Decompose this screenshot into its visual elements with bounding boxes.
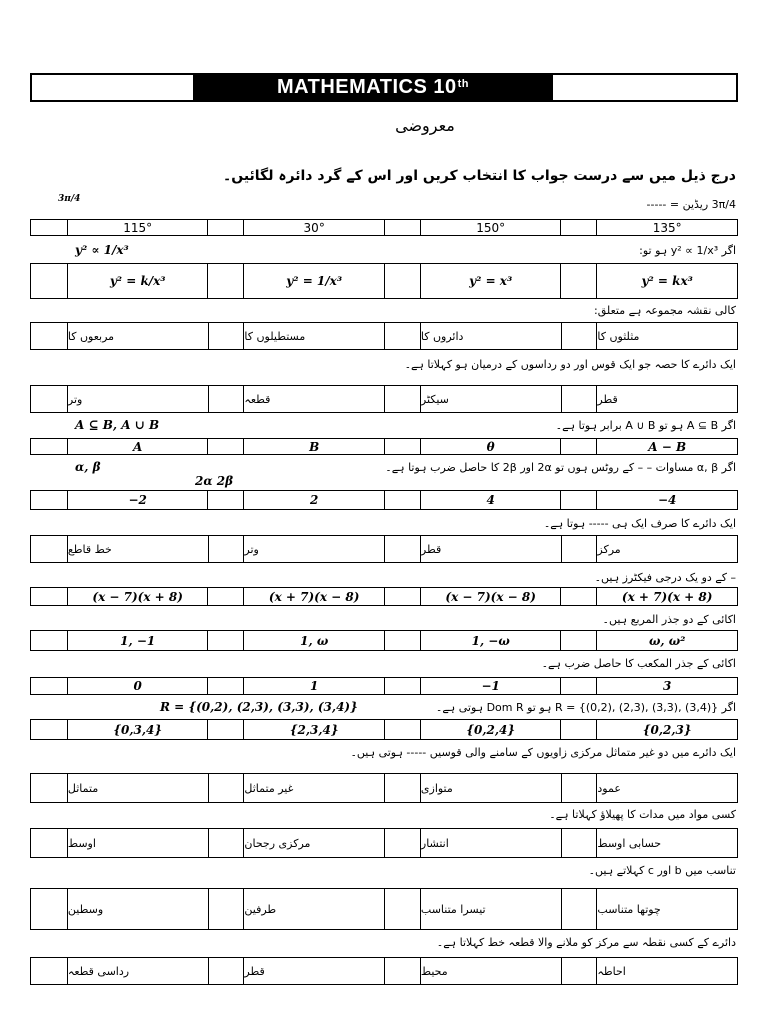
answer-box[interactable]	[384, 264, 420, 298]
answer-box[interactable]	[31, 220, 67, 235]
option-12a[interactable]: عمود	[596, 774, 737, 802]
option-14a[interactable]: چوتھا متناسب	[596, 889, 737, 929]
question-prompt-12: ایک دائرے میں دو غیر متماثل مرکزی زاویوں کے سامنے والی قوسیں ----- ہوتی ہیں۔	[350, 746, 736, 759]
question-prompt-9: اکائی کے دو جذر المربع ہیں۔	[602, 613, 736, 626]
option-15a[interactable]: احاطہ	[596, 958, 737, 984]
option-7c[interactable]: وتر	[243, 536, 384, 562]
answer-box[interactable]	[208, 829, 244, 857]
side-note-q6b: 2α 2β	[195, 474, 234, 488]
option-9a[interactable]: ω, ω²	[596, 631, 737, 650]
options-row-10	[30, 677, 738, 695]
answer-box[interactable]	[31, 678, 67, 694]
question-prompt-1: 3π/4 ریڈین = -----	[646, 198, 736, 211]
option-13a[interactable]: حسابی اوسط	[596, 829, 737, 857]
option-6b[interactable]: 4	[420, 491, 561, 509]
answer-box[interactable]	[31, 588, 67, 605]
option-7b[interactable]: قطر	[420, 536, 561, 562]
option-8d[interactable]: (x − 7)(x + 8)	[67, 588, 208, 605]
answer-box[interactable]	[208, 889, 244, 929]
answer-box[interactable]	[560, 439, 596, 454]
option-1a[interactable]: 135°	[596, 220, 737, 235]
option-12b[interactable]: متوازی	[420, 774, 561, 802]
answer-box[interactable]	[208, 323, 244, 349]
answer-box[interactable]	[31, 889, 67, 929]
answer-box[interactable]	[560, 720, 596, 739]
title-superscript: th	[457, 77, 469, 90]
answer-box[interactable]	[384, 536, 420, 562]
option-14d[interactable]: وسطین	[67, 889, 208, 929]
question-prompt-5: اگر A ⊆ B ہو تو A ∪ B برابر ہوتا ہے۔	[555, 419, 736, 432]
answer-box[interactable]	[384, 631, 420, 650]
answer-box[interactable]	[207, 439, 243, 454]
side-note-q6: α, β	[75, 460, 101, 474]
answer-box[interactable]	[208, 386, 244, 412]
answer-box[interactable]	[561, 774, 597, 802]
answer-box[interactable]	[31, 491, 67, 509]
option-8b[interactable]: (x − 7)(x − 8)	[420, 588, 561, 605]
option-2b[interactable]: y² = x³	[420, 264, 561, 298]
answer-box[interactable]	[207, 220, 243, 235]
side-note-q1: 3π/4	[58, 194, 81, 204]
answer-box[interactable]	[384, 958, 420, 984]
option-12d[interactable]: متماثل	[67, 774, 208, 802]
option-4b[interactable]: سیکٹر	[420, 386, 561, 412]
options-row-13	[30, 828, 738, 858]
option-1c[interactable]: 30°	[243, 220, 384, 235]
option-2a[interactable]: y² = kx³	[596, 264, 737, 298]
question-prompt-6: اگر α, β مساوات – – کے روٹس ہوں تو 2α اور 2β کا حاصل ضرب ہوتا ہے۔	[385, 461, 736, 474]
option-5b[interactable]: θ	[420, 439, 561, 454]
option-9d[interactable]: 1, −1	[67, 631, 208, 650]
option-15c[interactable]: قطر	[243, 958, 384, 984]
answer-box[interactable]	[31, 720, 67, 739]
answer-box[interactable]	[31, 536, 67, 562]
option-14b[interactable]: تیسرا متناسب	[420, 889, 561, 929]
answer-box[interactable]	[384, 386, 420, 412]
option-11a[interactable]: {0,2,3}	[596, 720, 737, 739]
option-7a[interactable]: مرکز	[596, 536, 737, 562]
option-4d[interactable]: وتر	[67, 386, 208, 412]
question-prompt-14: تناسب میں b اور c کہلاتے ہیں۔	[588, 864, 736, 877]
option-11d[interactable]: {0,3,4}	[67, 720, 208, 739]
option-6a[interactable]: −4	[596, 491, 737, 509]
answer-box[interactable]	[31, 386, 67, 412]
option-11c[interactable]: {2,3,4}	[243, 720, 384, 739]
options-row-5	[30, 438, 738, 455]
option-3c[interactable]: مستطیلوں کا	[243, 323, 384, 349]
answer-box[interactable]	[560, 631, 596, 650]
option-10c[interactable]: 1	[243, 678, 384, 694]
answer-box[interactable]	[31, 774, 67, 802]
answer-box[interactable]	[31, 829, 67, 857]
question-prompt-4: ایک دائرے کا حصہ جو ایک قوس اور دو رداسوں کے درمیان ہو کہلاتا ہے۔	[404, 358, 736, 371]
option-5a[interactable]: A − B	[596, 439, 737, 454]
option-3b[interactable]: دائروں کا	[420, 323, 561, 349]
option-9b[interactable]: 1, −ω	[420, 631, 561, 650]
option-13c[interactable]: مرکزی رجحان	[243, 829, 384, 857]
option-2d[interactable]: y² = k/x³	[67, 264, 208, 298]
option-3d[interactable]: مربعوں کا	[67, 323, 208, 349]
answer-box[interactable]	[208, 774, 244, 802]
answer-box[interactable]	[384, 491, 420, 509]
answer-box[interactable]	[384, 678, 420, 694]
options-row-7	[30, 535, 738, 563]
answer-box[interactable]	[560, 678, 596, 694]
answer-box[interactable]	[31, 264, 67, 298]
question-prompt-2: اگر y² ∝ 1/x³ ہو تو:	[639, 244, 736, 257]
answer-box[interactable]	[561, 323, 597, 349]
options-row-11	[30, 719, 738, 740]
option-11b[interactable]: {0,2,4}	[420, 720, 561, 739]
answer-box[interactable]	[384, 323, 420, 349]
answer-box[interactable]	[384, 720, 420, 739]
answer-box[interactable]	[384, 588, 420, 605]
answer-box[interactable]	[31, 323, 67, 349]
option-3a[interactable]: مثلثوں کا	[596, 323, 737, 349]
option-4c[interactable]: قطعہ	[243, 386, 384, 412]
option-8a[interactable]: (x + 7)(x + 8)	[596, 588, 737, 605]
answer-box[interactable]	[208, 536, 244, 562]
options-row-4	[30, 385, 738, 413]
option-15d[interactable]: رداسی قطعہ	[67, 958, 208, 984]
option-15b[interactable]: محیط	[420, 958, 561, 984]
options-row-15	[30, 957, 738, 985]
answer-box[interactable]	[561, 536, 597, 562]
option-12c[interactable]: غیر متماثل	[243, 774, 384, 802]
answer-box[interactable]	[561, 889, 597, 929]
question-prompt-3: کالی نقشہ مجموعہ ہے متعلق:	[594, 304, 736, 317]
option-14c[interactable]: طرفین	[243, 889, 384, 929]
side-note-q2: y² ∝ 1/x³	[75, 243, 129, 257]
answer-box[interactable]	[561, 958, 597, 984]
answer-box[interactable]	[561, 386, 597, 412]
option-4a[interactable]: قطر	[596, 386, 737, 412]
answer-box[interactable]	[384, 774, 420, 802]
answer-box[interactable]	[207, 678, 243, 694]
question-prompt-13: کسی مواد میں مدات کا پھیلاؤ کہلاتا ہے۔	[549, 808, 736, 821]
page-title	[193, 75, 553, 100]
answer-box[interactable]	[384, 439, 420, 454]
options-row-14	[30, 888, 738, 930]
answer-box[interactable]	[207, 264, 243, 298]
question-prompt-7: ایک دائرے کا صرف ایک ہی ----- ہوتا ہے۔	[543, 517, 736, 530]
answer-box[interactable]	[207, 631, 243, 650]
option-13d[interactable]: اوسط	[67, 829, 208, 857]
answer-box[interactable]	[560, 220, 596, 235]
answer-box[interactable]	[208, 958, 244, 984]
option-6c[interactable]: 2	[243, 491, 384, 509]
option-1d[interactable]: 115°	[67, 220, 208, 235]
answer-box[interactable]	[31, 631, 67, 650]
options-row-1	[30, 219, 738, 236]
option-8c[interactable]: (x + 7)(x − 8)	[243, 588, 384, 605]
answer-box[interactable]	[207, 720, 243, 739]
option-13b[interactable]: انتشار	[420, 829, 561, 857]
instruction-text: درج ذیل میں سے درست جواب کا انتخاب کریں اور اس کے گرد دائرہ لگائیں۔	[223, 168, 736, 184]
option-6d[interactable]: −2	[67, 491, 208, 509]
option-10a[interactable]: 3	[596, 678, 737, 694]
option-10b[interactable]: −1	[420, 678, 561, 694]
side-note-q5: A ⊆ B, A ∪ B	[75, 418, 160, 432]
options-row-3	[30, 322, 738, 350]
options-row-2	[30, 263, 738, 299]
options-row-6	[30, 490, 738, 510]
question-prompt-11: اگر R = {(0,2), (2,3), (3,3), (3,4)} ہو تو Dom R ہوتی ہے۔	[435, 701, 736, 714]
question-prompt-10: اکائی کے جذر المکعب کا حاصل ضرب ہے۔	[541, 657, 736, 670]
answer-box[interactable]	[31, 439, 67, 454]
option-9c[interactable]: 1, ω	[243, 631, 384, 650]
answer-box[interactable]	[384, 889, 420, 929]
answer-box[interactable]	[560, 264, 596, 298]
question-prompt-8: – کے دو یک درجی فیکٹرز ہیں۔	[594, 571, 736, 584]
answer-box[interactable]	[384, 220, 420, 235]
option-7d[interactable]: خط قاطع	[67, 536, 208, 562]
answer-box[interactable]	[207, 491, 243, 509]
options-row-9	[30, 630, 738, 651]
options-row-8	[30, 587, 738, 606]
section-subtitle: معروضی	[395, 116, 455, 135]
question-prompt-15: دائرے کے کسی نقطہ سے مرکز کو ملانے والا قطعہ خط کہلاتا ہے۔	[436, 936, 736, 949]
title-text: MATHEMATICS 10	[277, 76, 457, 98]
answer-box[interactable]	[560, 588, 596, 605]
answer-box[interactable]	[384, 829, 420, 857]
option-1b[interactable]: 150°	[420, 220, 561, 235]
option-2c[interactable]: y² = 1/x³	[243, 264, 384, 298]
answer-box[interactable]	[207, 588, 243, 605]
side-note-q11: R = {(0,2), (2,3), (3,3), (3,4)}	[160, 700, 358, 714]
option-10d[interactable]: 0	[67, 678, 208, 694]
option-5c[interactable]: B	[243, 439, 384, 454]
answer-box[interactable]	[561, 829, 597, 857]
answer-box[interactable]	[31, 958, 67, 984]
options-row-12	[30, 773, 738, 803]
answer-box[interactable]	[560, 491, 596, 509]
option-5d[interactable]: A	[67, 439, 208, 454]
